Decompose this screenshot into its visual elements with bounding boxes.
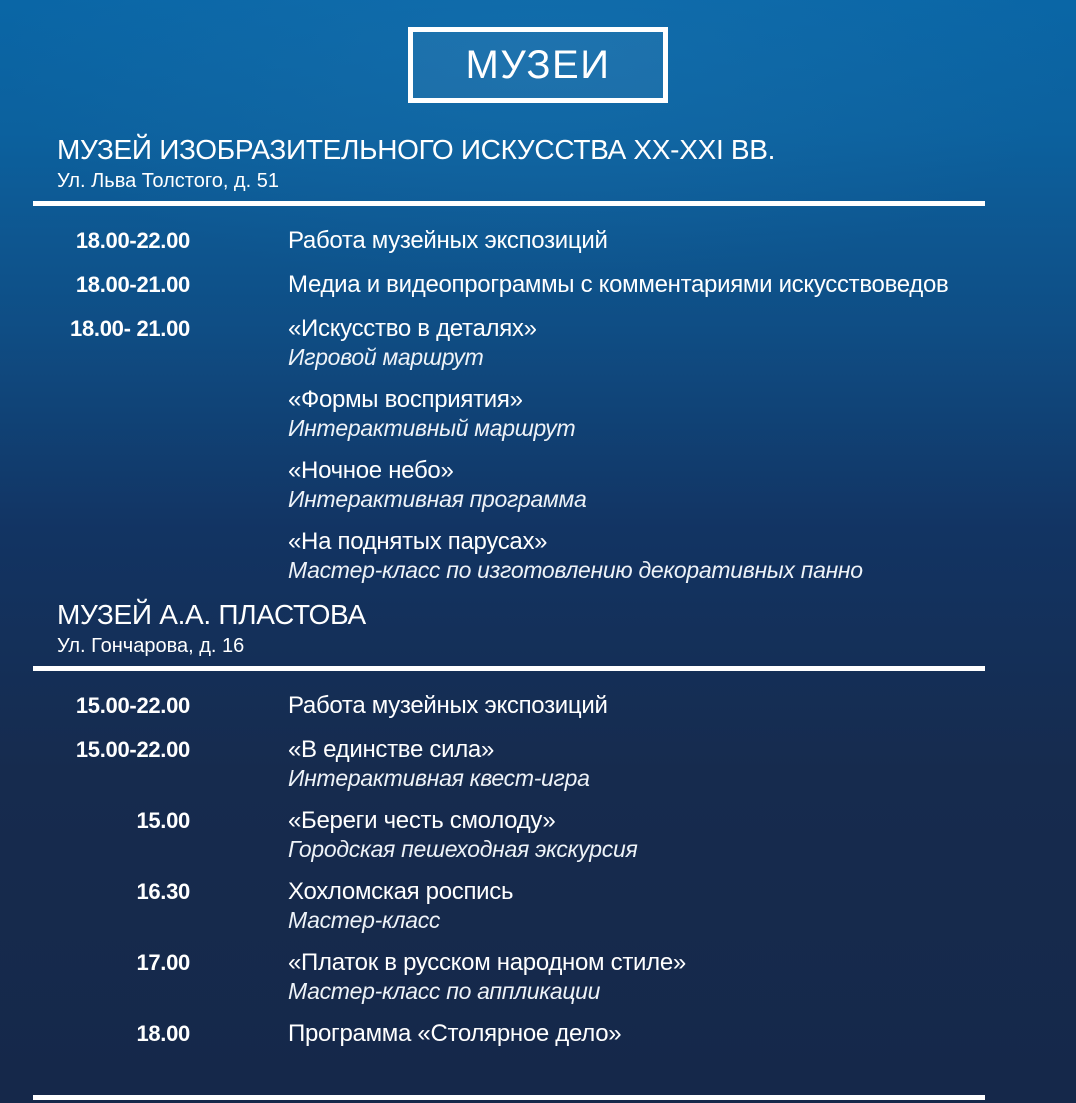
event-row [0,877,1076,934]
event-body [288,226,1036,256]
section-address: Ул. Льва Толстого, д. 51 [57,170,279,192]
event-subtitle: Интерактивная квест-игра [288,765,590,791]
event-body [288,270,1036,300]
event-subtitle: Интерактивный маршрут [288,415,576,441]
event-body [288,527,1036,584]
event-subtitle: Интерактивная программа [288,486,587,512]
event-body [288,877,1036,934]
event-time [60,527,190,584]
event-subtitle: Мастер-класс по изготовлению декоративных панно [288,557,863,583]
event-subtitle: Городская пешеходная экскурсия [288,836,638,862]
museum-section [0,133,1076,584]
page-title: МУЗЕИ [465,42,611,87]
event-row [0,806,1076,863]
event-time: 17.00 [136,950,190,975]
event-title: «Формы восприятия» [288,386,523,413]
event-time: 16.30 [136,879,190,904]
section-name: МУЗЕЙ А.А. ПЛАСТОВА [57,599,366,630]
event-time: 15.00 [136,808,190,833]
event-time: 18.00- 21.00 [70,316,190,341]
museum-section [0,598,1076,1049]
event-body [288,1019,1036,1049]
event-time [60,385,190,442]
event-body [288,948,1036,1005]
section-address: Ул. Гончарова, д. 16 [57,635,245,657]
event-body [288,691,1036,721]
event-title: «Ночное небо» [288,457,454,484]
event-time: 15.00-22.00 [75,737,190,762]
museum-schedule-poster [0,27,1076,1103]
event-body [288,806,1036,863]
event-title: «В единстве сила» [288,736,495,763]
event-title: Программа «Столярное дело» [288,1020,622,1047]
event-row [0,226,1076,256]
event-list [0,226,1076,584]
event-row [0,1019,1076,1049]
event-title: Работа музейных экспозиций [288,227,608,254]
event-subtitle: Мастер-класс [288,907,441,933]
section-divider [33,201,985,206]
event-title: «Искусство в деталях» [288,315,537,342]
event-time: 18.00 [136,1021,190,1046]
bottom-divider [33,1095,985,1100]
event-time: 18.00-22.00 [75,228,190,253]
event-title: «На поднятых парусах» [288,528,548,555]
event-row [0,385,1076,442]
section-name: МУЗЕЙ ИЗОБРАЗИТЕЛЬНОГО ИСКУССТВА XX-XXI ВВ. [57,134,776,165]
event-row [0,691,1076,721]
section-divider [33,666,985,671]
event-body [288,456,1036,513]
sections [0,133,1076,1049]
event-time: 18.00-21.00 [75,272,190,297]
event-body [288,314,1036,371]
event-subtitle: Игровой маршрут [288,344,484,370]
event-body [288,735,1036,792]
event-row [0,456,1076,513]
event-subtitle: Мастер-класс по аппликации [288,978,601,1004]
event-title: «Платок в русском народном стиле» [288,949,686,976]
page-title-box [408,27,668,103]
event-row [0,735,1076,792]
event-title: Медиа и видеопрограммы с комментариями искусствоведов [288,271,949,298]
event-row [0,270,1076,300]
event-row [0,314,1076,371]
event-row [0,948,1076,1005]
event-body [288,385,1036,442]
event-list [0,691,1076,1049]
event-title: Работа музейных экспозиций [288,692,608,719]
event-title: «Береги честь смолоду» [288,807,556,834]
event-time [60,456,190,513]
event-title: Хохломская роспись [288,878,514,905]
event-row [0,527,1076,584]
event-time: 15.00-22.00 [75,693,190,718]
